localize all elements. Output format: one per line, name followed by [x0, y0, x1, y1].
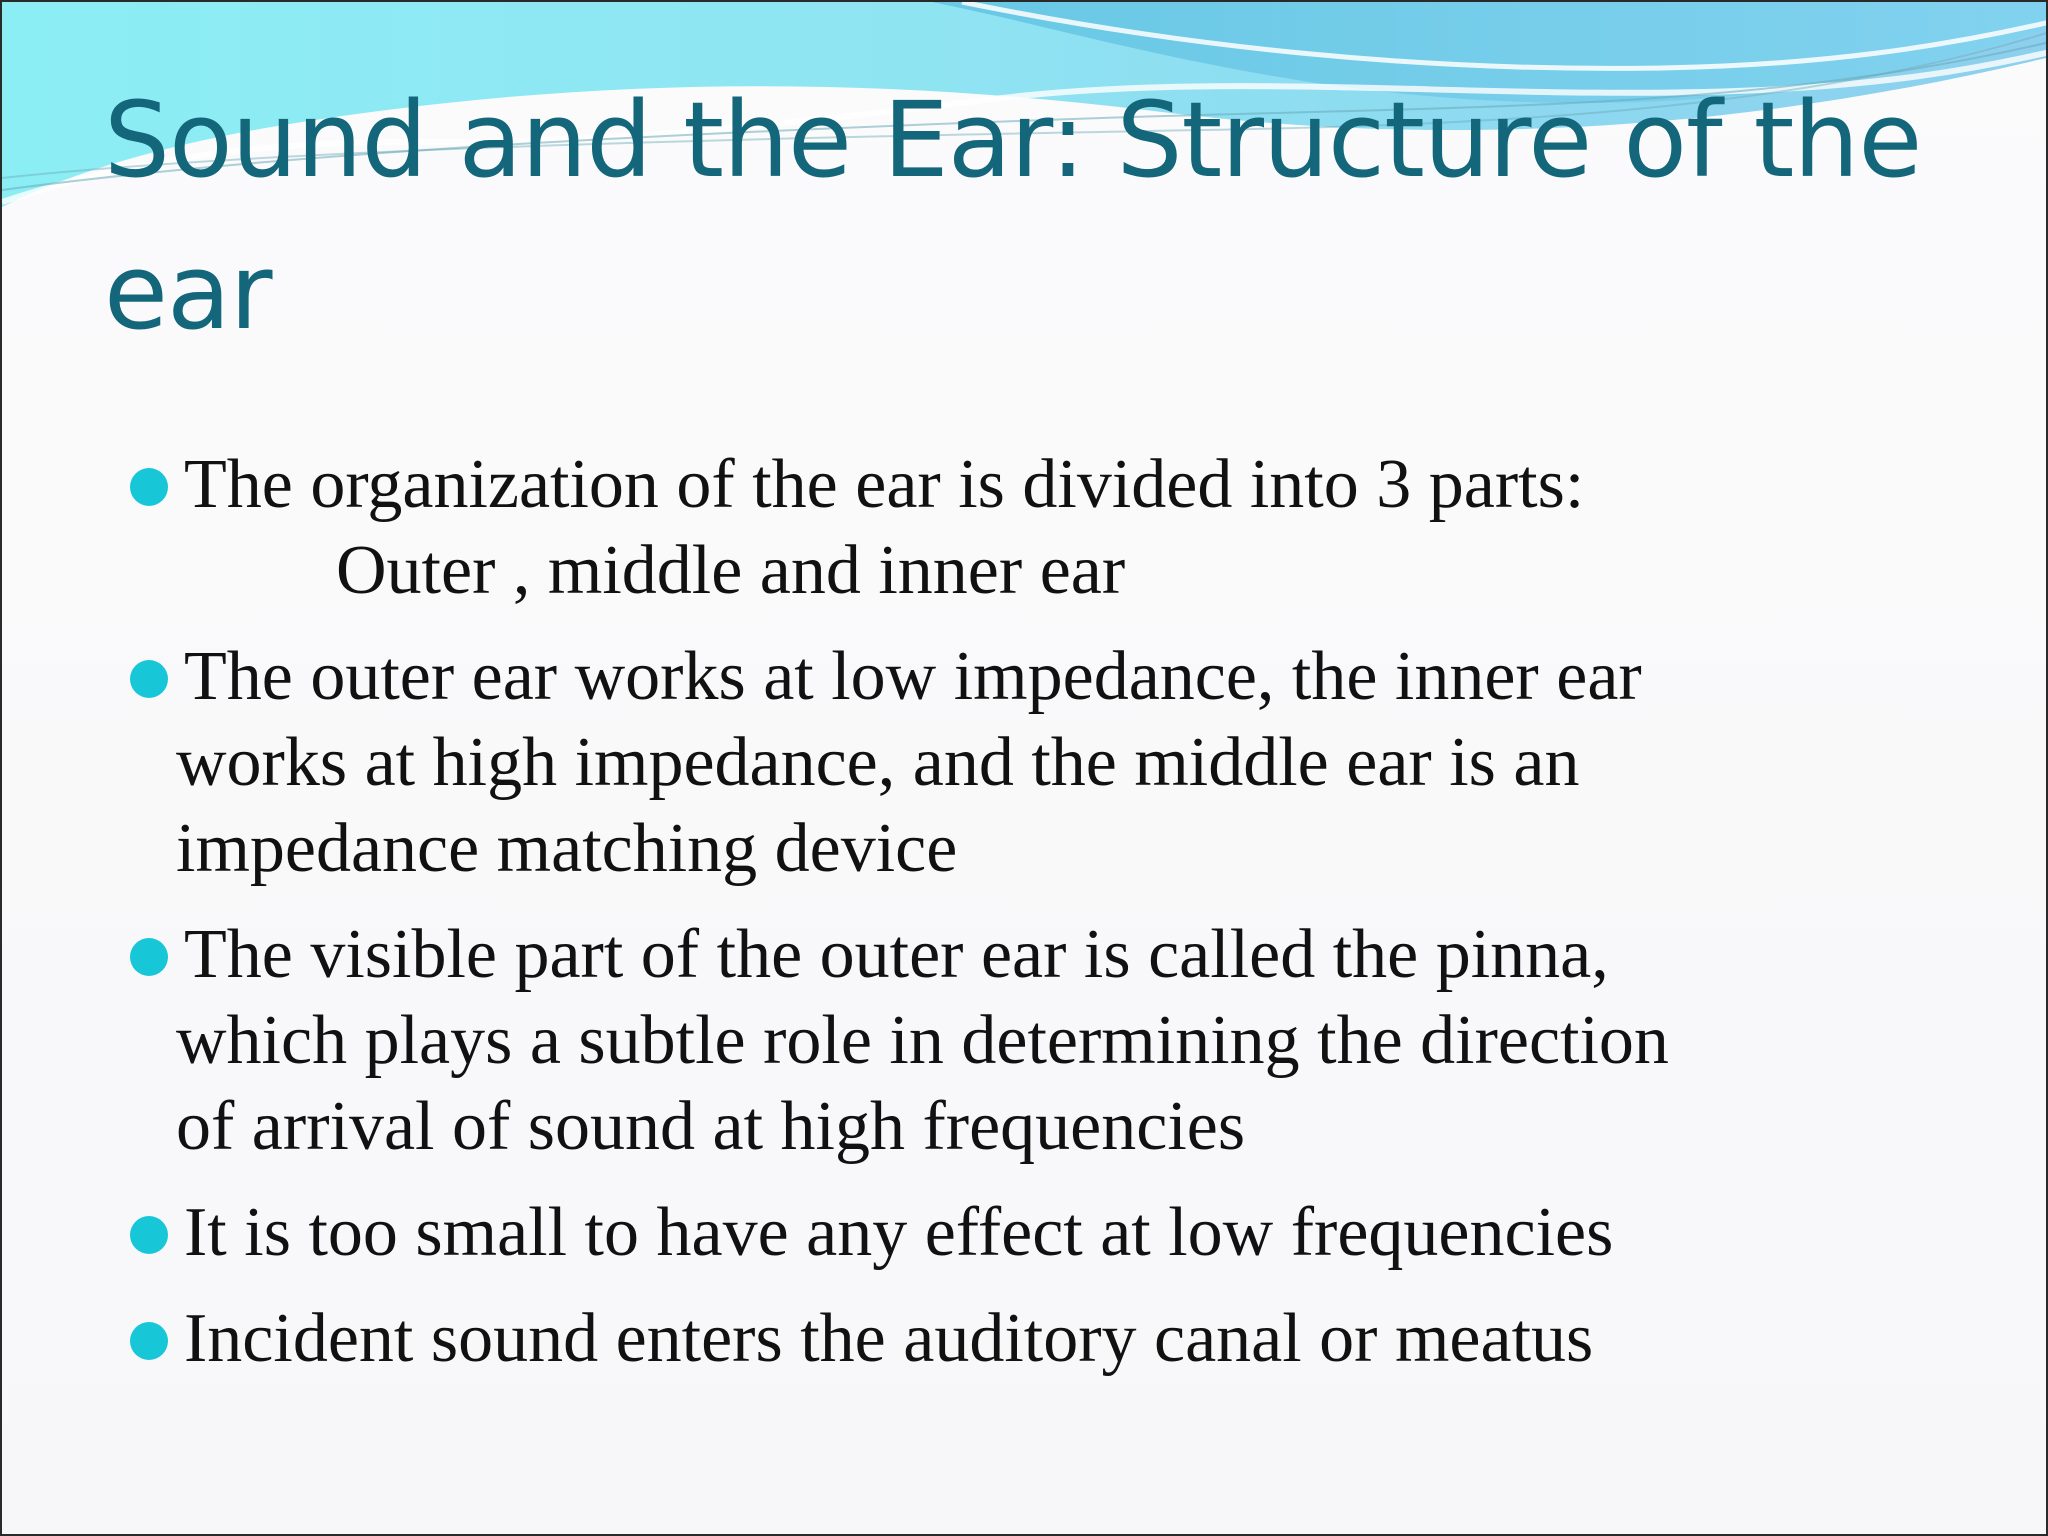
bullet-text: which plays a subtle role in determining the direction — [176, 1002, 1669, 1079]
slide-title: Sound and the Ear: Structure of the ear — [104, 79, 1922, 353]
bullet-item — [122, 634, 2002, 892]
bullet-icon — [130, 938, 168, 976]
bullet-item — [122, 912, 2002, 1170]
bullet-text: Outer , middle and inner ear — [336, 532, 1126, 609]
bullet-item — [122, 1296, 2002, 1382]
bullet-text: impedance matching device — [176, 810, 958, 887]
bullet-item — [122, 442, 2002, 614]
bullet-text: It is too small to have any effect at low frequencies — [184, 1194, 1614, 1271]
bullet-text: of arrival of sound at high frequencies — [176, 1088, 1246, 1165]
bullet-icon — [130, 660, 168, 698]
bullet-text: Incident sound enters the auditory canal or meatus — [184, 1300, 1594, 1377]
bullet-text: works at high impedance, and the middle ear is an — [176, 724, 1580, 801]
bullet-icon — [130, 1216, 168, 1254]
bullet-text: The organization of the ear is divided into 3 parts: — [184, 446, 1585, 523]
bullet-icon — [130, 468, 168, 506]
bullet-icon — [130, 1322, 168, 1360]
bullet-text: The visible part of the outer ear is called the pinna, — [184, 916, 1609, 993]
bullet-item — [122, 1190, 2002, 1276]
bullet-text: The outer ear works at low impedance, the inner ear — [184, 638, 1642, 715]
bullet-list — [122, 442, 2002, 1402]
